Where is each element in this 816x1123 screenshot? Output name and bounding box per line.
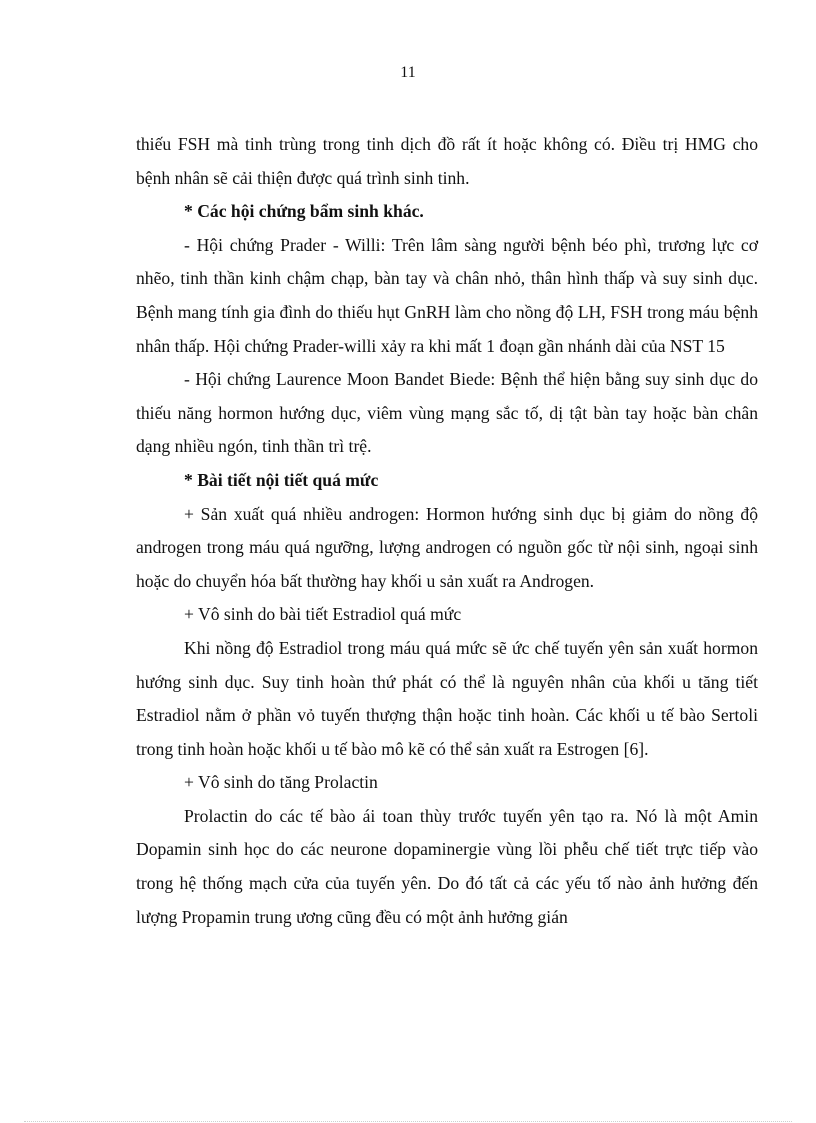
- body-text: [136, 128, 758, 934]
- paragraph-androgen-excess: + Sản xuất quá nhiều androgen: Hormon hướng sinh dục bị giảm do nồng độ androgen trong máu quá ngưỡng, lượng androgen có nguồn gốc từ nội sinh, ngoại sinh hoặc do chuyển hóa bất thường hay khối u sản xuất ra Androgen.: [136, 503, 758, 591]
- paragraph-prolactin-title: + Vô sinh do tăng Prolactin: [184, 772, 378, 793]
- paragraph-estradiol-detail: Khi nồng độ Estradiol trong máu quá mức sẽ ức chế tuyến yên sản xuất hormon hướng sinh dục. Suy tinh hoàn thứ phát có thể là nguyên nhân của khối u tăng tiết Estradiol nằm ở phần vỏ tuyến thượng thận hoặc tinh hoàn. Các khối u tế bào Sertoli trong tinh hoàn hoặc khối u tế bào mô kẽ có thể sản xuất ra Estrogen [6].: [136, 637, 758, 759]
- heading-congenital-syndromes: * Các hội chứng bẩm sinh khác.: [184, 201, 424, 222]
- page-number: 11: [400, 64, 416, 81]
- page-bottom-rule: [24, 1121, 792, 1122]
- paragraph-fsh-deficiency: thiếu FSH mà tinh trùng trong tinh dịch đồ rất ít hoặc không có. Điều trị HMG cho bệnh nhân sẽ cải thiện được quá trình sinh tinh.: [136, 134, 758, 188]
- paragraph-laurence-moon: - Hội chứng Laurence Moon Bandet Biede: Bệnh thể hiện bằng suy sinh dục do thiếu năng hormon hướng dục, viêm vùng mạng sắc tố, dị tật bàn tay hoặc bàn chân dạng nhiều ngón, tinh thần trì trệ.: [136, 369, 758, 457]
- paragraph-prader-willi: - Hội chứng Prader - Willi: Trên lâm sàng người bệnh béo phì, trương lực cơ nhẽo, tinh thần kinh chậm chạp, bàn tay và chân nhỏ, thân hình thấp và suy sinh dục. Bệnh mang tính gia đình do thiếu hụt GnRH làm cho nồng độ LH, FSH trong máu bệnh nhân thấp. Hội chứng Prader-willi xảy ra khi mất 1 đoạn gần nhánh dài của NST 15: [136, 234, 758, 356]
- paragraph-estradiol-title: + Vô sinh do bài tiết Estradiol quá mức: [184, 604, 462, 625]
- paragraph-prolactin-detail: Prolactin do các tế bào ái toan thùy trước tuyến yên tạo ra. Nó là một Amin Dopamin sinh học do các neurone dopaminergie vùng lồi phễu chế tiết trực tiếp vào trong hệ thống mạch cửa của tuyến yên. Do đó tất cả các yếu tố nào ảnh hưởng đến lượng Propamin trung ương cũng đều có một ảnh hưởng gián: [136, 805, 758, 927]
- heading-excess-secretion: * Bài tiết nội tiết quá mức: [184, 469, 379, 490]
